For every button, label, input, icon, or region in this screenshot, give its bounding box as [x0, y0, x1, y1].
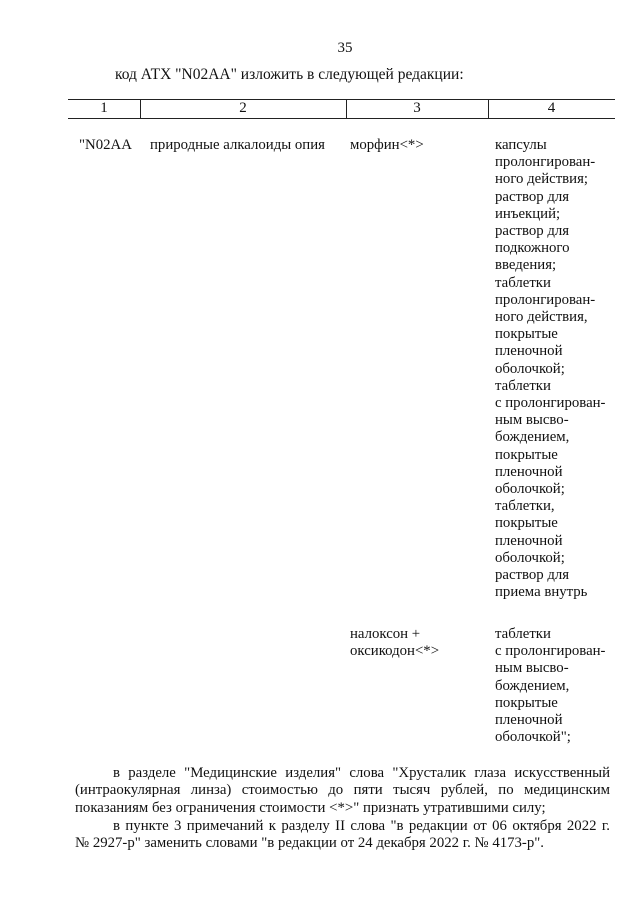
drug-name-line: оксикодон<*>: [350, 643, 440, 660]
dosage-form-line: подкожного: [495, 240, 570, 257]
paragraph-medical-devices: [75, 765, 610, 817]
paragraph-line: в пункте 3 примечаний к разделу II слова "в редакции от 06 октября 2022 г.: [113, 818, 610, 834]
dosage-form-line: пролонгирован-: [495, 154, 596, 171]
column-header-4: 4: [547, 100, 556, 116]
dosage-form-line: оболочкой;: [495, 481, 565, 498]
dosage-form-line: введения;: [495, 257, 557, 274]
dosage-form-line: ного действия;: [495, 171, 588, 188]
dosage-form-line: пленочной: [495, 712, 563, 729]
dosage-form-line: капсулы: [495, 137, 547, 153]
dosage-form-line: покрытые: [495, 326, 558, 343]
dosage-form-line: раствор для: [495, 567, 570, 584]
dosage-form-line: оболочкой;: [495, 549, 565, 566]
dosage-form-line: с пролонгирован-: [495, 643, 606, 660]
drug-name-cell: [350, 137, 424, 154]
dosage-form-line: ным высво-: [495, 660, 569, 677]
dosage-form-line: покрытые: [495, 515, 558, 532]
dosage-form-line: ного действия,: [495, 309, 588, 326]
dosage-form-line: раствор для: [495, 223, 570, 240]
dosage-form-line: раствор для: [495, 188, 570, 205]
dosage-form-line: бождением,: [495, 429, 570, 446]
drug-name-line: морфин<*>: [350, 137, 424, 153]
dosage-form-line: покрытые: [495, 446, 558, 463]
dosage-form-line: инъекций;: [495, 205, 561, 222]
atc-group-cell: природные алкалоиды опия: [150, 137, 325, 153]
dosage-forms-cell: [495, 137, 605, 601]
dosage-form-line: пленочной: [495, 343, 563, 360]
dosage-form-line: таблетки: [495, 274, 551, 291]
column-header-3: 3: [413, 100, 421, 116]
dosage-form-line: приема внутрь: [495, 584, 588, 601]
dosage-forms-cell: [495, 626, 605, 746]
page-number: 35: [337, 40, 353, 56]
column-header-2: 2: [239, 100, 247, 116]
dosage-form-line: пролонгирован-: [495, 291, 596, 308]
dosage-form-line: оболочкой;: [495, 360, 565, 377]
dosage-form-line: таблетки,: [495, 498, 555, 515]
paragraph-line: показаниям без ограничения стоимости <*>" признать утратившими силу;: [75, 799, 546, 816]
dosage-form-line: покрытые: [495, 694, 558, 711]
dosage-form-line: бождением,: [495, 677, 570, 694]
paragraph-line: в разделе "Медицинские изделия" слова "Хрусталик глаза искусственный: [113, 765, 610, 781]
dosage-form-line: ным высво-: [495, 412, 569, 429]
table-header-bottom-border: [68, 118, 615, 119]
dosage-form-line: оболочкой";: [495, 729, 571, 746]
column-header-1: 1: [100, 100, 108, 116]
drug-name-cell: [350, 626, 439, 660]
paragraph-notes: [75, 818, 610, 853]
dosage-form-line: пленочной: [495, 532, 563, 549]
drug-name-line: налоксон +: [350, 626, 421, 642]
dosage-form-line: с пролонгирован-: [495, 395, 606, 412]
dosage-form-line: таблетки: [495, 377, 551, 394]
paragraph-line: № 2927-р" заменить словами "в редакции от 24 декабря 2022 г. № 4173-р".: [75, 835, 544, 852]
dosage-form-line: пленочной: [495, 463, 563, 480]
dosage-form-line: таблетки: [495, 626, 551, 642]
atc-code-cell: "N02AA: [79, 137, 132, 153]
intro-text: код АТХ "N02AA" изложить в следующей редакции:: [115, 66, 464, 83]
paragraph-line: (интраокулярная линза) стоимостью до пяти тысяч рублей, по медицинским: [75, 782, 610, 799]
